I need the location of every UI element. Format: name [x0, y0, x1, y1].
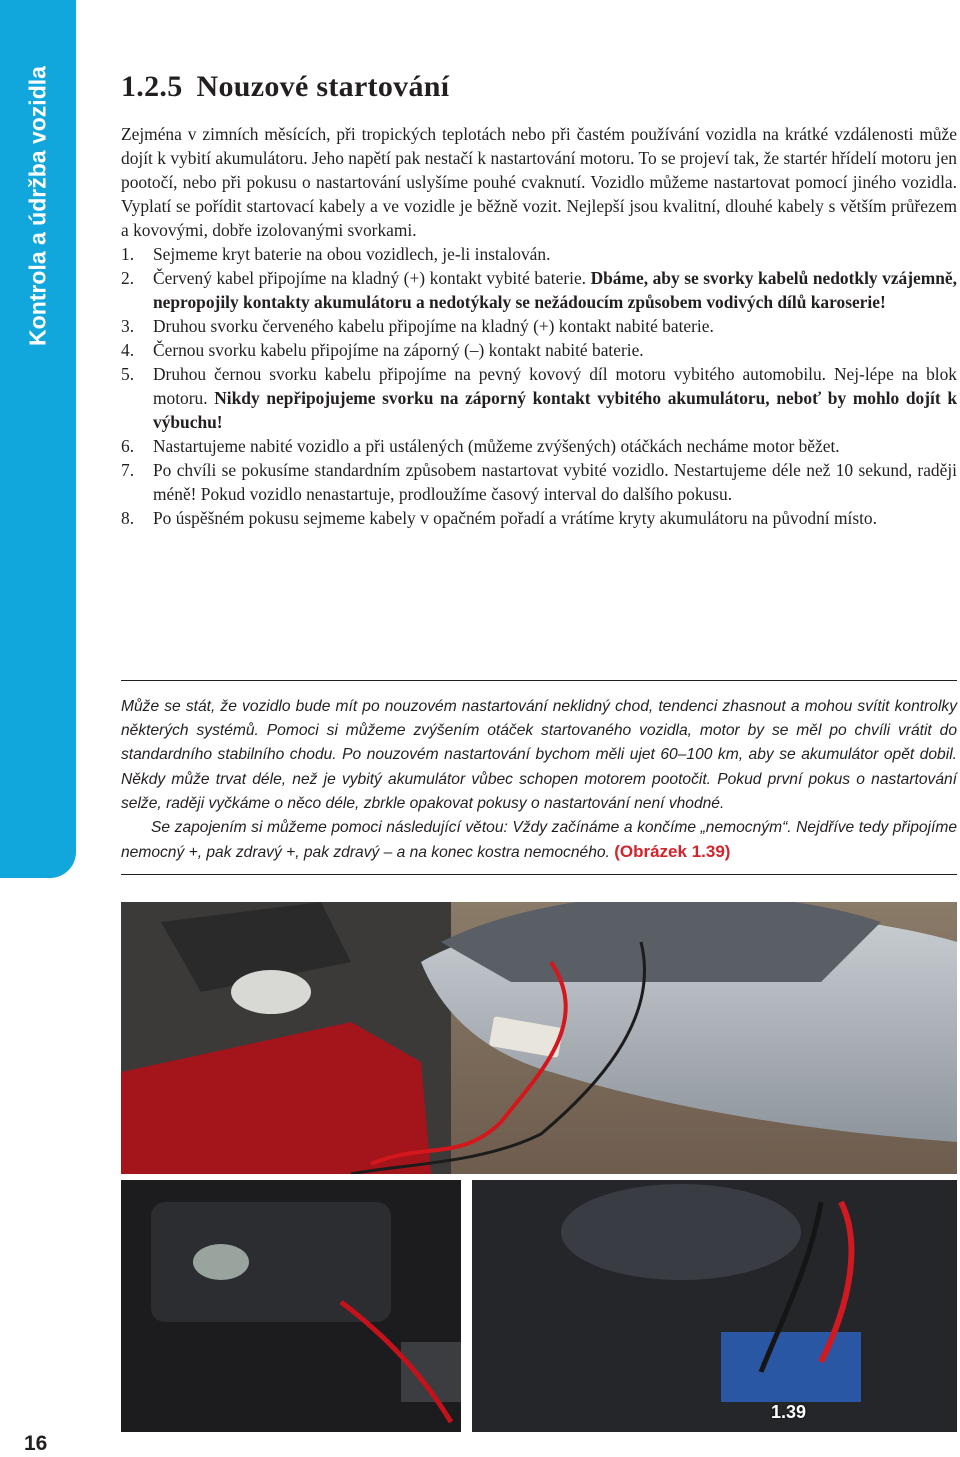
- step-text: Červený kabel připojíme na kladný (+) kontakt vybité baterie.: [153, 268, 591, 288]
- steps-list: [121, 242, 957, 530]
- reservoir-cap: [231, 970, 311, 1014]
- engine-cover: [151, 1202, 391, 1322]
- figure-label: 1.39: [771, 1402, 807, 1422]
- step-number: 5.: [121, 364, 135, 384]
- step-text: Po úspěšném pokusu sejmeme kabely v opačném pořadí a vrátíme kryty akumulátoru na původní místo.: [153, 508, 877, 528]
- step-item: [121, 506, 957, 530]
- section-heading: [121, 70, 449, 104]
- step-number: 2.: [121, 268, 135, 288]
- photo-gap: [461, 1180, 472, 1432]
- step-number: 3.: [121, 316, 135, 336]
- jump-start-photo: [121, 902, 957, 1432]
- page-number: 16: [24, 1432, 48, 1455]
- step-item: [121, 266, 957, 314]
- step-number: 1.: [121, 244, 135, 264]
- section-title: Nouzové startování: [196, 70, 450, 103]
- step-number: 4.: [121, 340, 135, 360]
- photo-illustration: [121, 902, 957, 1432]
- step-text: Druhou černou svorku kabelu připojíme na pevný kovový díl motoru vybitého automobilu. Nej-lépe na blok motoru.: [153, 364, 957, 408]
- step-item: [121, 242, 957, 266]
- section-number: 1.2.5: [121, 70, 183, 103]
- step-warning: Nikdy nepřipojujeme svorku na záporný kontakt vybitého akumulátoru, neboť by mohlo dojít k výbuchu!: [153, 388, 957, 432]
- step-item: [121, 314, 957, 338]
- step-number: 7.: [121, 460, 135, 480]
- note-mnemonic: Se zapojením si můžeme pomoci následující větou: Vždy začínáme a končíme „nemocným“. Nejdříve tedy připojíme nemocný +, pak zdravý +, pak zdravý – a na konec kostra nemocného. (Obrázek 1.39): [121, 819, 957, 862]
- note-paragraph: Může se stát, že vozidlo bude mít po nouzovém nastartování neklidný chod, tendenci zhasnout a mohou svítit kontrolky některých systémů. Pomoci si můžeme zvýšením otáček startovaného vozidla, motor by se měl po chvíli vrátit do standardního stabilního chodu. Po nouzovém nastartování bychom měli ujet 60–100 km, aby se akumulátor opět dobil. Někdy může trvat déle, než je vybitý akumulátor vůbec schopen motorem pootočit. Pokud první pokus o nastartování selže, raději vyčkáme o něco déle, zbrkle opakovat pokusy o nastartování není vhodné.: [121, 698, 957, 812]
- engine-block: [561, 1184, 801, 1280]
- step-warning: Dbáme, aby se svorky kabelů nedotkly vzájemně, nepropojily kontakty akumulátoru a nedotýkaly se nežádoucím způsobem vodivých dílů karoserie!: [153, 268, 957, 312]
- step-text: Druhou svorku červeného kabelu připojíme na kladný (+) kontakt nabité baterie.: [153, 316, 714, 336]
- step-item: [121, 434, 957, 458]
- chapter-side-tab: [0, 0, 76, 878]
- step-text: Černou svorku kabelu připojíme na záporný (–) kontakt nabité baterie.: [153, 340, 644, 360]
- step-text: Nastartujeme nabité vozidlo a při ustálených (můžeme zvýšených) otáčkách necháme motor běžet.: [153, 436, 840, 456]
- note-bottom-rule: [121, 874, 957, 875]
- engine-badge: [193, 1244, 249, 1280]
- step-text: Sejmeme kryt baterie na obou vozidlech, je-li instalován.: [153, 244, 551, 264]
- step-item: [121, 338, 957, 362]
- intro-paragraph: Zejména v zimních měsících, při tropických teplotách nebo při častém používání vozidla na krátké vzdálenosti může dojít k vybití akumulátoru. Jeho napětí pak nestačí k nastartování motoru. To se projeví tak, že startér hřídelí motoru jen pootočí, nebo při pokusu o nastartování uslyšíme pouhé cvaknutí. Vozidlo můžeme nastartovat pomocí jiného vozidla. Vyplatí se pořídit startovací kabely a ve vozidle je běžně vozit. Nejlepší jsou kvalitní, dlouhé kabely s větším průřezem a kovovými, dobře izolovanými svorkami.: [121, 124, 957, 240]
- note-box: [121, 695, 957, 865]
- step-item: [121, 458, 957, 506]
- step-number: 6.: [121, 436, 135, 456]
- step-number: 8.: [121, 508, 135, 528]
- chapter-title: Kontrola a údržba vozidla: [24, 66, 51, 346]
- step-text: Po chvíli se pokusíme standardním způsobem nastartovat vybité vozidlo. Nestartujeme déle než 10 sekund, raději méně! Pokud vozidlo nenastartuje, prodloužíme časový interval do dalšího pokusu.: [153, 460, 957, 504]
- figure-reference: (Obrázek 1.39): [614, 842, 731, 862]
- battery-right: [721, 1332, 861, 1402]
- note-top-rule: [121, 680, 957, 681]
- photo-gap-horizontal: [121, 1174, 957, 1180]
- step-item: [121, 362, 957, 434]
- main-text: [121, 122, 957, 530]
